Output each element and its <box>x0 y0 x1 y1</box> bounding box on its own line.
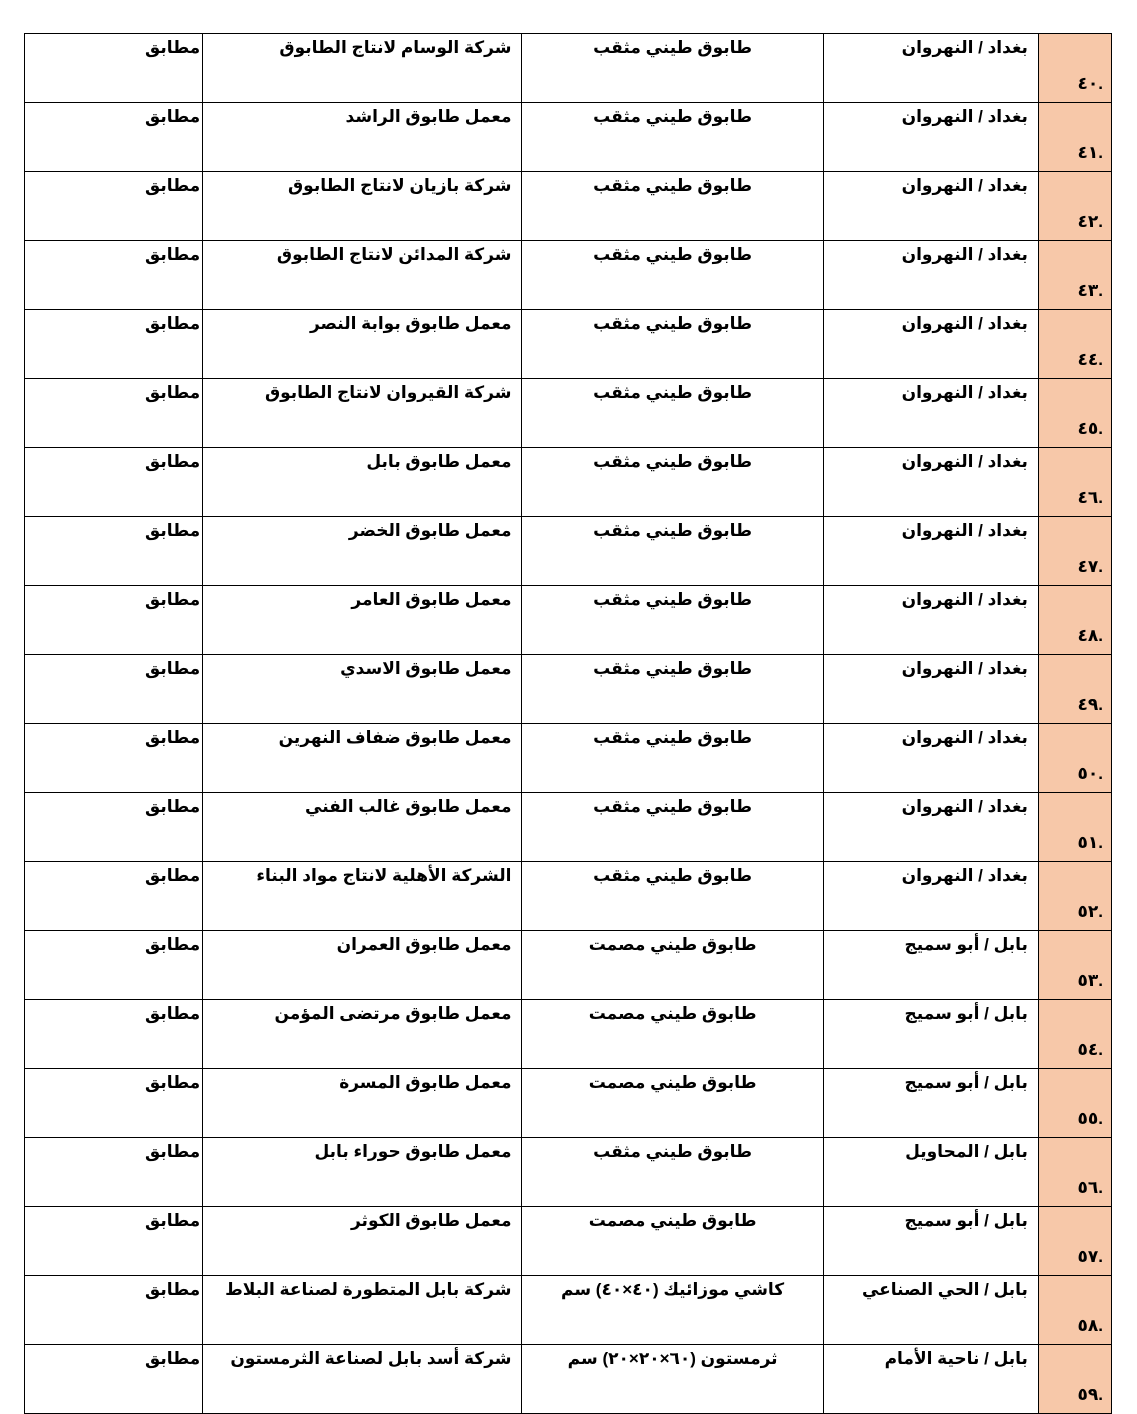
row-number: .٥٩ <box>1077 1384 1103 1404</box>
row-number-cell <box>1038 103 1111 172</box>
location-cell <box>823 1000 1038 1069</box>
row-number-cell <box>1038 862 1111 931</box>
location-cell <box>823 379 1038 448</box>
product-text: طابوق طيني مصمت <box>588 1211 757 1230</box>
row-number: .٥٦ <box>1077 1177 1103 1197</box>
product-cell <box>522 1069 823 1138</box>
row-number-cell <box>1038 1138 1111 1207</box>
location-text: بغداد / النهروان <box>901 728 1028 747</box>
row-number-cell <box>1038 310 1111 379</box>
row-number: .٤٦ <box>1077 487 1103 507</box>
location-cell <box>823 310 1038 379</box>
table-row <box>25 448 1112 517</box>
row-number-cell <box>1038 724 1111 793</box>
location-text: بابل / ناحية الأمام <box>884 1349 1028 1368</box>
location-text: بابل / المحاويل <box>905 1142 1028 1161</box>
row-number-cell <box>1038 793 1111 862</box>
product-text: طابوق طيني مثقب <box>593 245 753 264</box>
result-text: مطابق <box>145 659 201 678</box>
factory-cell <box>203 1207 522 1276</box>
row-number-cell <box>1038 1069 1111 1138</box>
factory-text: الشركة الأهلية لانتاج مواد البناء <box>256 866 512 885</box>
product-text: طابوق طيني مصمت <box>588 1073 757 1092</box>
factory-text: معمل طابوق بوابة النصر <box>309 314 512 333</box>
row-number: .٤٠ <box>1077 73 1103 93</box>
product-text: طابوق طيني مصمت <box>588 935 757 954</box>
row-number-cell <box>1038 1207 1111 1276</box>
row-number: .٥٣ <box>1077 970 1103 990</box>
table-row <box>25 1138 1112 1207</box>
row-number: .٤٢ <box>1077 211 1103 231</box>
table-row <box>25 655 1112 724</box>
factory-text: شركة القيروان لانتاج الطابوق <box>264 383 512 402</box>
row-number-cell <box>1038 586 1111 655</box>
location-text: بغداد / النهروان <box>901 866 1028 885</box>
location-cell <box>823 724 1038 793</box>
product-text: طابوق طيني مثقب <box>593 659 753 678</box>
location-text: بغداد / النهروان <box>901 659 1028 678</box>
table-row <box>25 1207 1112 1276</box>
row-number: .٥٧ <box>1077 1246 1103 1266</box>
row-number: .٤٨ <box>1077 625 1103 645</box>
result-cell <box>25 517 203 586</box>
factory-text: معمل طابوق الكوثر <box>350 1211 512 1230</box>
table-row <box>25 1276 1112 1345</box>
result-cell <box>25 1069 203 1138</box>
product-cell <box>522 724 823 793</box>
location-text: بابل / أبو سميج <box>904 1073 1028 1092</box>
factory-cell <box>203 1138 522 1207</box>
table-row <box>25 1345 1112 1414</box>
result-text: مطابق <box>145 1280 201 1299</box>
factory-cell <box>203 517 522 586</box>
result-text: مطابق <box>145 107 201 126</box>
location-text: بغداد / النهروان <box>901 590 1028 609</box>
factory-cell <box>203 448 522 517</box>
row-number: .٤٩ <box>1077 694 1103 714</box>
result-cell <box>25 103 203 172</box>
location-cell <box>823 586 1038 655</box>
factory-cell <box>203 34 522 103</box>
product-cell <box>522 1207 823 1276</box>
product-text: طابوق طيني مصمت <box>588 1004 757 1023</box>
result-text: مطابق <box>145 452 201 471</box>
table-body <box>25 34 1112 1414</box>
row-number-cell <box>1038 931 1111 1000</box>
location-cell <box>823 655 1038 724</box>
location-text: بغداد / النهروان <box>901 176 1028 195</box>
factory-text: معمل طابوق الاسدي <box>340 659 512 678</box>
product-cell <box>522 1345 823 1414</box>
table-row <box>25 310 1112 379</box>
factory-cell <box>203 1345 522 1414</box>
product-cell <box>522 172 823 241</box>
product-text: كاشي موزائيك (٤٠×٤٠) سم <box>561 1280 785 1299</box>
table-row <box>25 379 1112 448</box>
product-text: طابوق طيني مثقب <box>593 797 753 816</box>
result-text: مطابق <box>145 38 201 57</box>
location-cell <box>823 448 1038 517</box>
row-number: .٤٣ <box>1077 280 1103 300</box>
product-cell <box>522 241 823 310</box>
result-text: مطابق <box>145 797 201 816</box>
product-cell <box>522 34 823 103</box>
location-cell <box>823 34 1038 103</box>
product-cell <box>522 310 823 379</box>
product-cell <box>522 793 823 862</box>
row-number-cell <box>1038 517 1111 586</box>
location-cell <box>823 931 1038 1000</box>
factory-text: معمل طابوق مرتضى المؤمن <box>274 1004 512 1023</box>
factory-cell <box>203 1276 522 1345</box>
location-cell <box>823 1138 1038 1207</box>
table-row <box>25 1069 1112 1138</box>
factory-cell <box>203 724 522 793</box>
product-text: طابوق طيني مثقب <box>593 383 753 402</box>
result-cell <box>25 172 203 241</box>
factory-text: معمل طابوق المسرة <box>339 1073 512 1092</box>
location-cell <box>823 103 1038 172</box>
table-row <box>25 931 1112 1000</box>
location-text: بغداد / النهروان <box>901 107 1028 126</box>
factory-cell <box>203 379 522 448</box>
location-cell <box>823 1207 1038 1276</box>
row-number-cell <box>1038 448 1111 517</box>
result-text: مطابق <box>145 1004 201 1023</box>
factory-cell <box>203 1069 522 1138</box>
product-cell <box>522 448 823 517</box>
product-text: طابوق طيني مثقب <box>593 38 753 57</box>
location-text: بابل / الحي الصناعي <box>861 1280 1028 1299</box>
factory-cell <box>203 103 522 172</box>
location-cell <box>823 517 1038 586</box>
factory-cell <box>203 310 522 379</box>
product-cell <box>522 103 823 172</box>
product-text: طابوق طيني مثقب <box>593 314 753 333</box>
location-cell <box>823 862 1038 931</box>
result-text: مطابق <box>145 590 201 609</box>
factory-cell <box>203 655 522 724</box>
product-cell <box>522 517 823 586</box>
result-cell <box>25 241 203 310</box>
table-row <box>25 517 1112 586</box>
result-text: مطابق <box>145 1211 201 1230</box>
factory-text: معمل طابوق الراشد <box>345 107 512 126</box>
table-row <box>25 241 1112 310</box>
product-text: طابوق طيني مثقب <box>593 1142 753 1161</box>
result-text: مطابق <box>145 383 201 402</box>
product-text: طابوق طيني مثقب <box>593 590 753 609</box>
result-text: مطابق <box>145 935 201 954</box>
row-number-cell <box>1038 655 1111 724</box>
row-number-cell <box>1038 1000 1111 1069</box>
product-text: طابوق طيني مثقب <box>593 107 753 126</box>
result-text: مطابق <box>145 176 201 195</box>
factory-cell <box>203 793 522 862</box>
row-number: .٥١ <box>1077 832 1103 852</box>
row-number: .٥٥ <box>1077 1108 1103 1128</box>
factory-text: شركة أسد بابل لصناعة الثرمستون <box>230 1349 512 1368</box>
result-cell <box>25 310 203 379</box>
location-cell <box>823 1276 1038 1345</box>
factory-text: شركة المدائن لانتاج الطابوق <box>276 245 512 264</box>
product-cell <box>522 1000 823 1069</box>
product-text: طابوق طيني مثقب <box>593 866 753 885</box>
row-number: .٤٧ <box>1077 556 1103 576</box>
result-text: مطابق <box>145 1142 201 1161</box>
location-text: بابل / أبو سميج <box>904 1211 1028 1230</box>
result-text: مطابق <box>145 1349 201 1368</box>
location-cell <box>823 241 1038 310</box>
result-cell <box>25 1207 203 1276</box>
row-number: .٥٠ <box>1077 763 1103 783</box>
product-cell <box>522 379 823 448</box>
factory-text: شركة بابل المتطورة لصناعة البلاط <box>225 1280 512 1299</box>
result-text: مطابق <box>145 521 201 540</box>
location-text: بغداد / النهروان <box>901 245 1028 264</box>
result-cell <box>25 448 203 517</box>
row-number-cell <box>1038 379 1111 448</box>
location-cell <box>823 172 1038 241</box>
results-table <box>24 33 1112 1414</box>
row-number: .٤٤ <box>1077 349 1103 369</box>
product-cell <box>522 931 823 1000</box>
result-text: مطابق <box>145 314 201 333</box>
result-cell <box>25 1000 203 1069</box>
location-text: بابل / أبو سميج <box>904 935 1028 954</box>
result-text: مطابق <box>145 866 201 885</box>
result-text: مطابق <box>145 245 201 264</box>
factory-cell <box>203 931 522 1000</box>
product-text: طابوق طيني مثقب <box>593 728 753 747</box>
result-cell <box>25 1276 203 1345</box>
location-text: بغداد / النهروان <box>901 452 1028 471</box>
result-cell <box>25 379 203 448</box>
result-cell <box>25 931 203 1000</box>
factory-cell <box>203 172 522 241</box>
factory-text: معمل طابوق غالب الفني <box>305 797 512 816</box>
table-row <box>25 172 1112 241</box>
location-text: بغداد / النهروان <box>901 383 1028 402</box>
product-text: ثرمستون (٦٠×٢٠×٢٠) سم <box>567 1349 778 1368</box>
product-text: طابوق طيني مثقب <box>593 176 753 195</box>
factory-text: معمل طابوق حوراء بابل <box>314 1142 512 1161</box>
result-cell <box>25 586 203 655</box>
product-text: طابوق طيني مثقب <box>593 452 753 471</box>
result-cell <box>25 724 203 793</box>
factory-text: معمل طابوق ضفاف النهرين <box>278 728 512 747</box>
row-number-cell <box>1038 34 1111 103</box>
row-number-cell <box>1038 172 1111 241</box>
table-row <box>25 34 1112 103</box>
result-text: مطابق <box>145 1073 201 1092</box>
result-cell <box>25 1138 203 1207</box>
factory-text: معمل طابوق بابل <box>366 452 512 471</box>
table-row <box>25 862 1112 931</box>
result-text: مطابق <box>145 728 201 747</box>
table-row <box>25 1000 1112 1069</box>
location-text: بغداد / النهروان <box>901 38 1028 57</box>
row-number: .٤١ <box>1077 142 1103 162</box>
row-number-cell <box>1038 1345 1111 1414</box>
factory-cell <box>203 241 522 310</box>
factory-cell <box>203 586 522 655</box>
row-number: .٥٤ <box>1077 1039 1103 1059</box>
result-cell <box>25 34 203 103</box>
factory-text: معمل طابوق العامر <box>351 590 512 609</box>
location-text: بابل / أبو سميج <box>904 1004 1028 1023</box>
location-cell <box>823 793 1038 862</box>
product-cell <box>522 862 823 931</box>
location-cell <box>823 1345 1038 1414</box>
factory-text: شركة بازيان لانتاج الطابوق <box>287 176 512 195</box>
factory-text: شركة الوسام لانتاج الطابوق <box>279 38 512 57</box>
row-number: .٥٨ <box>1077 1315 1103 1335</box>
row-number-cell <box>1038 241 1111 310</box>
location-cell <box>823 1069 1038 1138</box>
location-text: بغداد / النهروان <box>901 797 1028 816</box>
factory-cell <box>203 862 522 931</box>
product-cell <box>522 586 823 655</box>
result-cell <box>25 1345 203 1414</box>
result-cell <box>25 793 203 862</box>
table-row <box>25 103 1112 172</box>
factory-cell <box>203 1000 522 1069</box>
table-row <box>25 586 1112 655</box>
product-cell <box>522 655 823 724</box>
row-number: .٥٢ <box>1077 901 1103 921</box>
table-row <box>25 724 1112 793</box>
result-cell <box>25 862 203 931</box>
factory-text: معمل طابوق الخضر <box>348 521 512 540</box>
factory-text: معمل طابوق العمران <box>336 935 512 954</box>
result-cell <box>25 655 203 724</box>
product-text: طابوق طيني مثقب <box>593 521 753 540</box>
table-row <box>25 793 1112 862</box>
product-cell <box>522 1138 823 1207</box>
row-number-cell <box>1038 1276 1111 1345</box>
location-text: بغداد / النهروان <box>901 314 1028 333</box>
row-number: .٤٥ <box>1077 418 1103 438</box>
location-text: بغداد / النهروان <box>901 521 1028 540</box>
product-cell <box>522 1276 823 1345</box>
